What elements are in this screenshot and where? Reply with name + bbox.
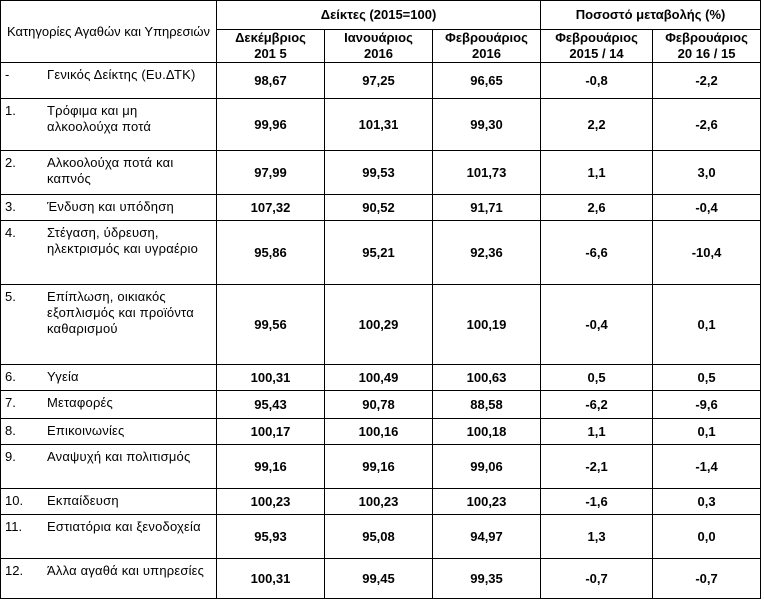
value-ch2: 0,0 [653, 515, 761, 559]
value-ch2: -1,4 [653, 445, 761, 489]
col-header-change-2016: Φεβρουάριος 20 16 / 15 [653, 30, 761, 63]
table-row [1, 515, 761, 559]
value-feb: 99,30 [433, 99, 541, 151]
row-label: Στέγαση, ύδρευση, ηλεκτρισμός και υγραέριο [47, 225, 199, 256]
table-row [1, 99, 761, 151]
value-ch1: -0,8 [541, 63, 653, 99]
table-row [1, 445, 761, 489]
value-jan: 100,23 [325, 489, 433, 515]
category-cell [1, 151, 217, 195]
value-ch2: -2,6 [653, 99, 761, 151]
value-jan: 100,49 [325, 365, 433, 391]
value-ch2: -9,6 [653, 391, 761, 419]
value-feb: 91,71 [433, 195, 541, 221]
value-jan: 90,78 [325, 391, 433, 419]
category-cell [1, 489, 217, 515]
row-index: - [5, 67, 10, 82]
change-group-header: Ποσοστό μεταβολής (%) [541, 1, 761, 30]
value-ch2: -0,7 [653, 559, 761, 599]
value-feb: 100,23 [433, 489, 541, 515]
row-index: 1. [5, 103, 16, 118]
value-ch1: -0,7 [541, 559, 653, 599]
row-index: 7. [5, 395, 16, 410]
row-label: Γενικός Δείκτης (Ευ.ΔΤΚ) [47, 67, 196, 82]
value-ch1: 2,6 [541, 195, 653, 221]
table-row [1, 195, 761, 221]
category-cell [1, 285, 217, 365]
value-dec: 99,16 [217, 445, 325, 489]
row-label: Υγεία [47, 369, 79, 384]
value-jan: 95,21 [325, 221, 433, 285]
value-jan: 99,45 [325, 559, 433, 599]
row-label: Επίπλωση, οικιακός εξοπλισμός και προϊόντα καθαρισμού [47, 289, 194, 336]
table-row [1, 391, 761, 419]
value-feb: 94,97 [433, 515, 541, 559]
row-index: 12. [5, 563, 24, 578]
category-cell [1, 419, 217, 445]
row-index: 3. [5, 199, 16, 214]
category-cell [1, 559, 217, 599]
table-row [1, 559, 761, 599]
value-jan: 99,16 [325, 445, 433, 489]
table-row [1, 419, 761, 445]
row-index: 8. [5, 423, 16, 438]
value-ch2: 0,1 [653, 419, 761, 445]
value-feb: 100,18 [433, 419, 541, 445]
row-label: Αναψυχή και πολιτισμός [47, 449, 191, 464]
table-row [1, 151, 761, 195]
value-feb: 88,58 [433, 391, 541, 419]
index-group-header: Δείκτες (2015=100) [217, 1, 541, 30]
value-dec: 98,67 [217, 63, 325, 99]
value-ch1: 1,3 [541, 515, 653, 559]
row-index: 2. [5, 155, 16, 170]
value-ch1: 1,1 [541, 419, 653, 445]
table-row [1, 221, 761, 285]
value-ch1: 2,2 [541, 99, 653, 151]
row-index: 4. [5, 225, 16, 240]
value-ch1: -2,1 [541, 445, 653, 489]
value-dec: 95,43 [217, 391, 325, 419]
category-cell [1, 445, 217, 489]
value-ch2: -0,4 [653, 195, 761, 221]
value-feb: 100,19 [433, 285, 541, 365]
category-cell [1, 221, 217, 285]
col-header-january: Ιανουάριος 2016 [325, 30, 433, 63]
value-jan: 100,16 [325, 419, 433, 445]
row-label: Εκπαίδευση [47, 493, 119, 508]
category-cell [1, 391, 217, 419]
category-cell [1, 195, 217, 221]
row-index: 6. [5, 369, 16, 384]
value-jan: 99,53 [325, 151, 433, 195]
value-ch1: -0,4 [541, 285, 653, 365]
category-cell [1, 99, 217, 151]
value-dec: 97,99 [217, 151, 325, 195]
value-dec: 100,31 [217, 559, 325, 599]
row-label: Τρόφιμα και μη αλκοολούχα ποτά [47, 103, 152, 134]
value-feb: 100,63 [433, 365, 541, 391]
value-feb: 99,35 [433, 559, 541, 599]
row-index: 10. [5, 493, 24, 508]
value-ch1: 1,1 [541, 151, 653, 195]
value-dec: 100,31 [217, 365, 325, 391]
value-ch2: 3,0 [653, 151, 761, 195]
value-ch2: -2,2 [653, 63, 761, 99]
row-index: 9. [5, 449, 16, 464]
table-row [1, 489, 761, 515]
value-ch2: 0,3 [653, 489, 761, 515]
row-label: Αλκοολούχα ποτά και καπνός [47, 155, 174, 186]
value-feb: 92,36 [433, 221, 541, 285]
value-jan: 100,29 [325, 285, 433, 365]
value-ch2: -10,4 [653, 221, 761, 285]
value-feb: 101,73 [433, 151, 541, 195]
row-label: Μεταφορές [47, 395, 114, 410]
row-index: 11. [5, 519, 23, 534]
category-cell [1, 365, 217, 391]
category-cell [1, 63, 217, 99]
table-row [1, 285, 761, 365]
category-header: Κατηγορίες Αγαθών και Υπηρεσιών [1, 1, 217, 63]
col-header-change-2015: Φεβρουάριος 2015 / 14 [541, 30, 653, 63]
table-row [1, 365, 761, 391]
value-ch2: 0,1 [653, 285, 761, 365]
value-dec: 95,93 [217, 515, 325, 559]
value-dec: 99,96 [217, 99, 325, 151]
table-row [1, 63, 761, 99]
row-label: Εστιατόρια και ξενοδοχεία [47, 519, 201, 534]
category-cell [1, 515, 217, 559]
col-header-december: Δεκέμβριος 201 5 [217, 30, 325, 63]
row-label: Ένδυση και υπόδηση [47, 199, 174, 214]
value-jan: 90,52 [325, 195, 433, 221]
value-dec: 99,56 [217, 285, 325, 365]
value-dec: 100,23 [217, 489, 325, 515]
row-label: Επικοινωνίες [47, 423, 125, 438]
value-jan: 101,31 [325, 99, 433, 151]
value-dec: 100,17 [217, 419, 325, 445]
value-jan: 95,08 [325, 515, 433, 559]
value-feb: 99,06 [433, 445, 541, 489]
value-ch1: 0,5 [541, 365, 653, 391]
value-dec: 95,86 [217, 221, 325, 285]
value-ch1: -1,6 [541, 489, 653, 515]
value-ch1: -6,6 [541, 221, 653, 285]
row-index: 5. [5, 289, 16, 304]
value-ch1: -6,2 [541, 391, 653, 419]
col-header-february: Φεβρουάριος 2016 [433, 30, 541, 63]
value-ch2: 0,5 [653, 365, 761, 391]
value-dec: 107,32 [217, 195, 325, 221]
value-feb: 96,65 [433, 63, 541, 99]
row-label: Άλλα αγαθά και υπηρεσίες [47, 563, 205, 578]
value-jan: 97,25 [325, 63, 433, 99]
